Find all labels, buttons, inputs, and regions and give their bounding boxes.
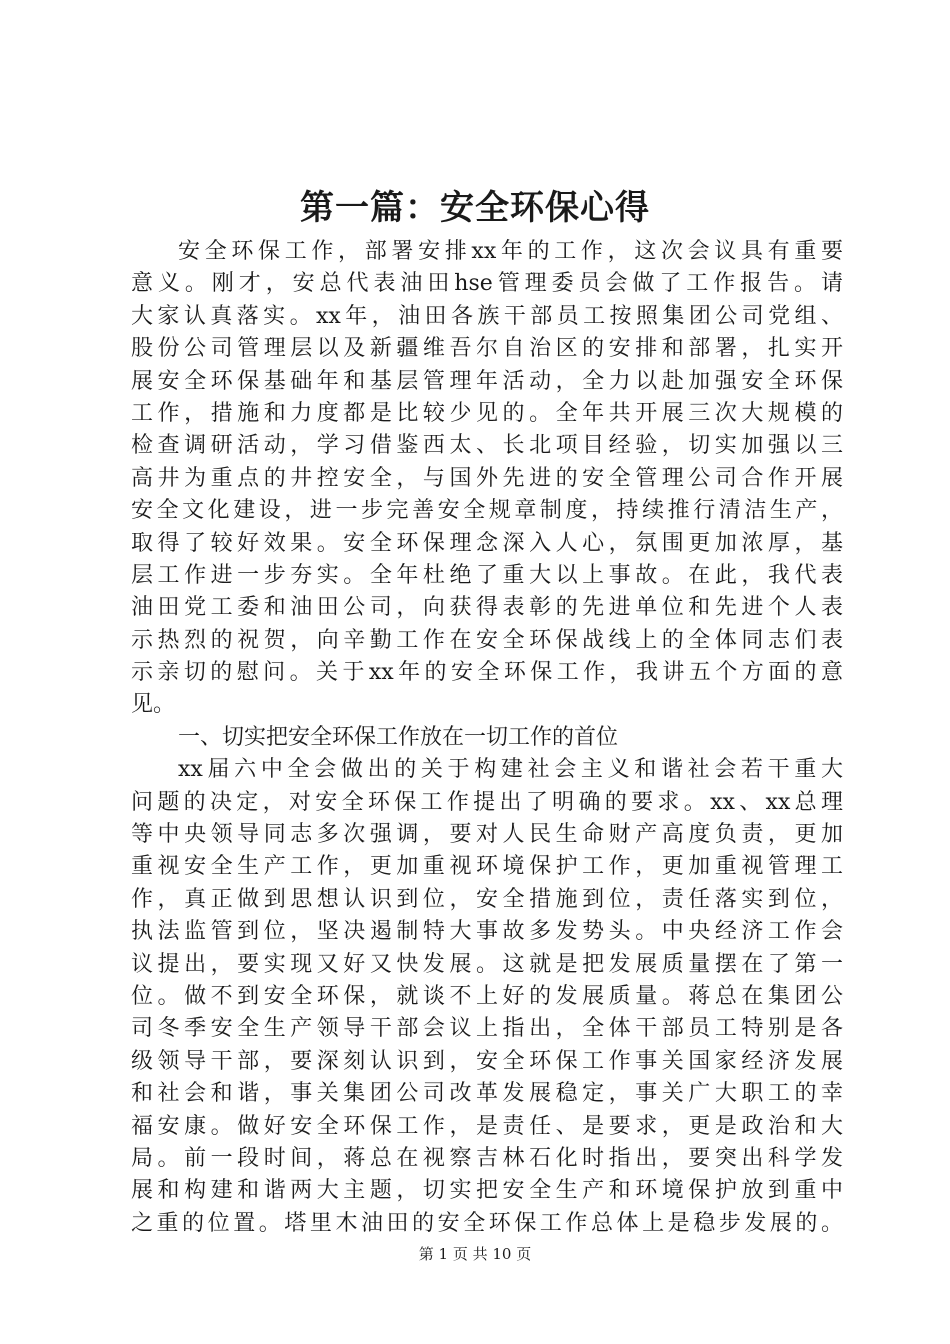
text-line: 等中央领导同志多次强调，要对人民生命财产高度负责，更加 [131, 822, 843, 848]
text-line: 议提出，要实现又好又快发展。这就是把发展质量摆在了第一 [131, 951, 843, 977]
text-line: 问题的决定，对安全环保工作提出了明确的要求。xx、xx总理 [131, 789, 843, 815]
text-line: 司冬季安全生产领导干部会议上指出，全体干部员工特别是各 [131, 1016, 843, 1042]
text-line: 取得了较好效果。安全环保理念深入人心，氛围更加浓厚，基 [131, 530, 843, 556]
text-line: 安全环保工作，部署安排xx年的工作，这次会议具有重要 [178, 239, 843, 264]
text-line: 高井为重点的井控安全，与国外先进的安全管理公司合作开展 [131, 465, 843, 491]
text-line: 和社会和谐，事关集团公司改革发展稳定，事关广大职工的幸 [131, 1081, 843, 1107]
text-line: 展和构建和谐两大主题，切实把安全生产和环境保护放到重中 [131, 1178, 843, 1204]
text-line: 油田党工委和油田公司，向获得表彰的先进单位和先进个人表 [131, 595, 843, 621]
text-line: 重视安全生产工作，更加重视环境保护工作，更加重视管理工 [131, 854, 843, 880]
text-line: 福安康。做好安全环保工作，是责任、是要求，更是政治和大 [131, 1113, 843, 1139]
text-line: 检查调研活动，学习借鉴西太、长北项目经验，切实加强以三 [131, 433, 843, 459]
text-line: 股份公司管理层以及新疆维吾尔自治区的安排和部署，扎实开 [131, 336, 843, 362]
text-line: 示亲切的慰问。关于xx年的安全环保工作，我讲五个方面的意 [131, 660, 843, 686]
text-line: 示热烈的祝贺，向辛勤工作在安全环保战线上的全体同志们表 [131, 627, 843, 653]
text-line: 见。 [131, 692, 176, 718]
text-line: xx届六中全会做出的关于构建社会主义和谐社会若干重大 [178, 757, 843, 783]
text-line: 层工作进一步夯实。全年杜绝了重大以上事故。在此，我代表 [131, 562, 843, 588]
text-line: 大家认真落实。xx年，油田各族干部员工按照集团公司党组、 [131, 303, 843, 329]
text-line: 展安全环保基础年和基层管理年活动，全力以赴加强安全环保 [131, 368, 843, 394]
section-heading: 一、切实把安全环保工作放在一切工作的首位 [178, 724, 619, 750]
page-number-footer: 第 1 页 共 10 页 [418, 1245, 532, 1263]
text-line: 位。做不到安全环保，就谈不上好的发展质量。蒋总在集团公 [131, 983, 843, 1009]
document-title: 第一篇：安全环保心得 [300, 188, 650, 228]
text-line: 意义。刚才，安总代表油田hse管理委员会做了工作报告。请 [131, 271, 843, 297]
text-line: 安全文化建设，进一步完善安全规章制度，持续推行清洁生产， [131, 498, 843, 524]
text-line: 工作，措施和力度都是比较少见的。全年共开展三次大规模的 [131, 400, 843, 426]
text-line: 局。前一段时间，蒋总在视察吉林石化时指出，要突出科学发 [131, 1145, 843, 1171]
text-line: 之重的位置。塔里木油田的安全环保工作总体上是稳步发展的。 [131, 1210, 843, 1236]
text-line: 执法监管到位，坚决遏制特大事故多发势头。中央经济工作会 [131, 919, 843, 945]
document-body [131, 236, 843, 1240]
text-line: 级领导干部，要深刻认识到，安全环保工作事关国家经济发展 [131, 1048, 843, 1074]
text-line: 作，真正做到思想认识到位，安全措施到位，责任落实到位， [131, 886, 843, 912]
